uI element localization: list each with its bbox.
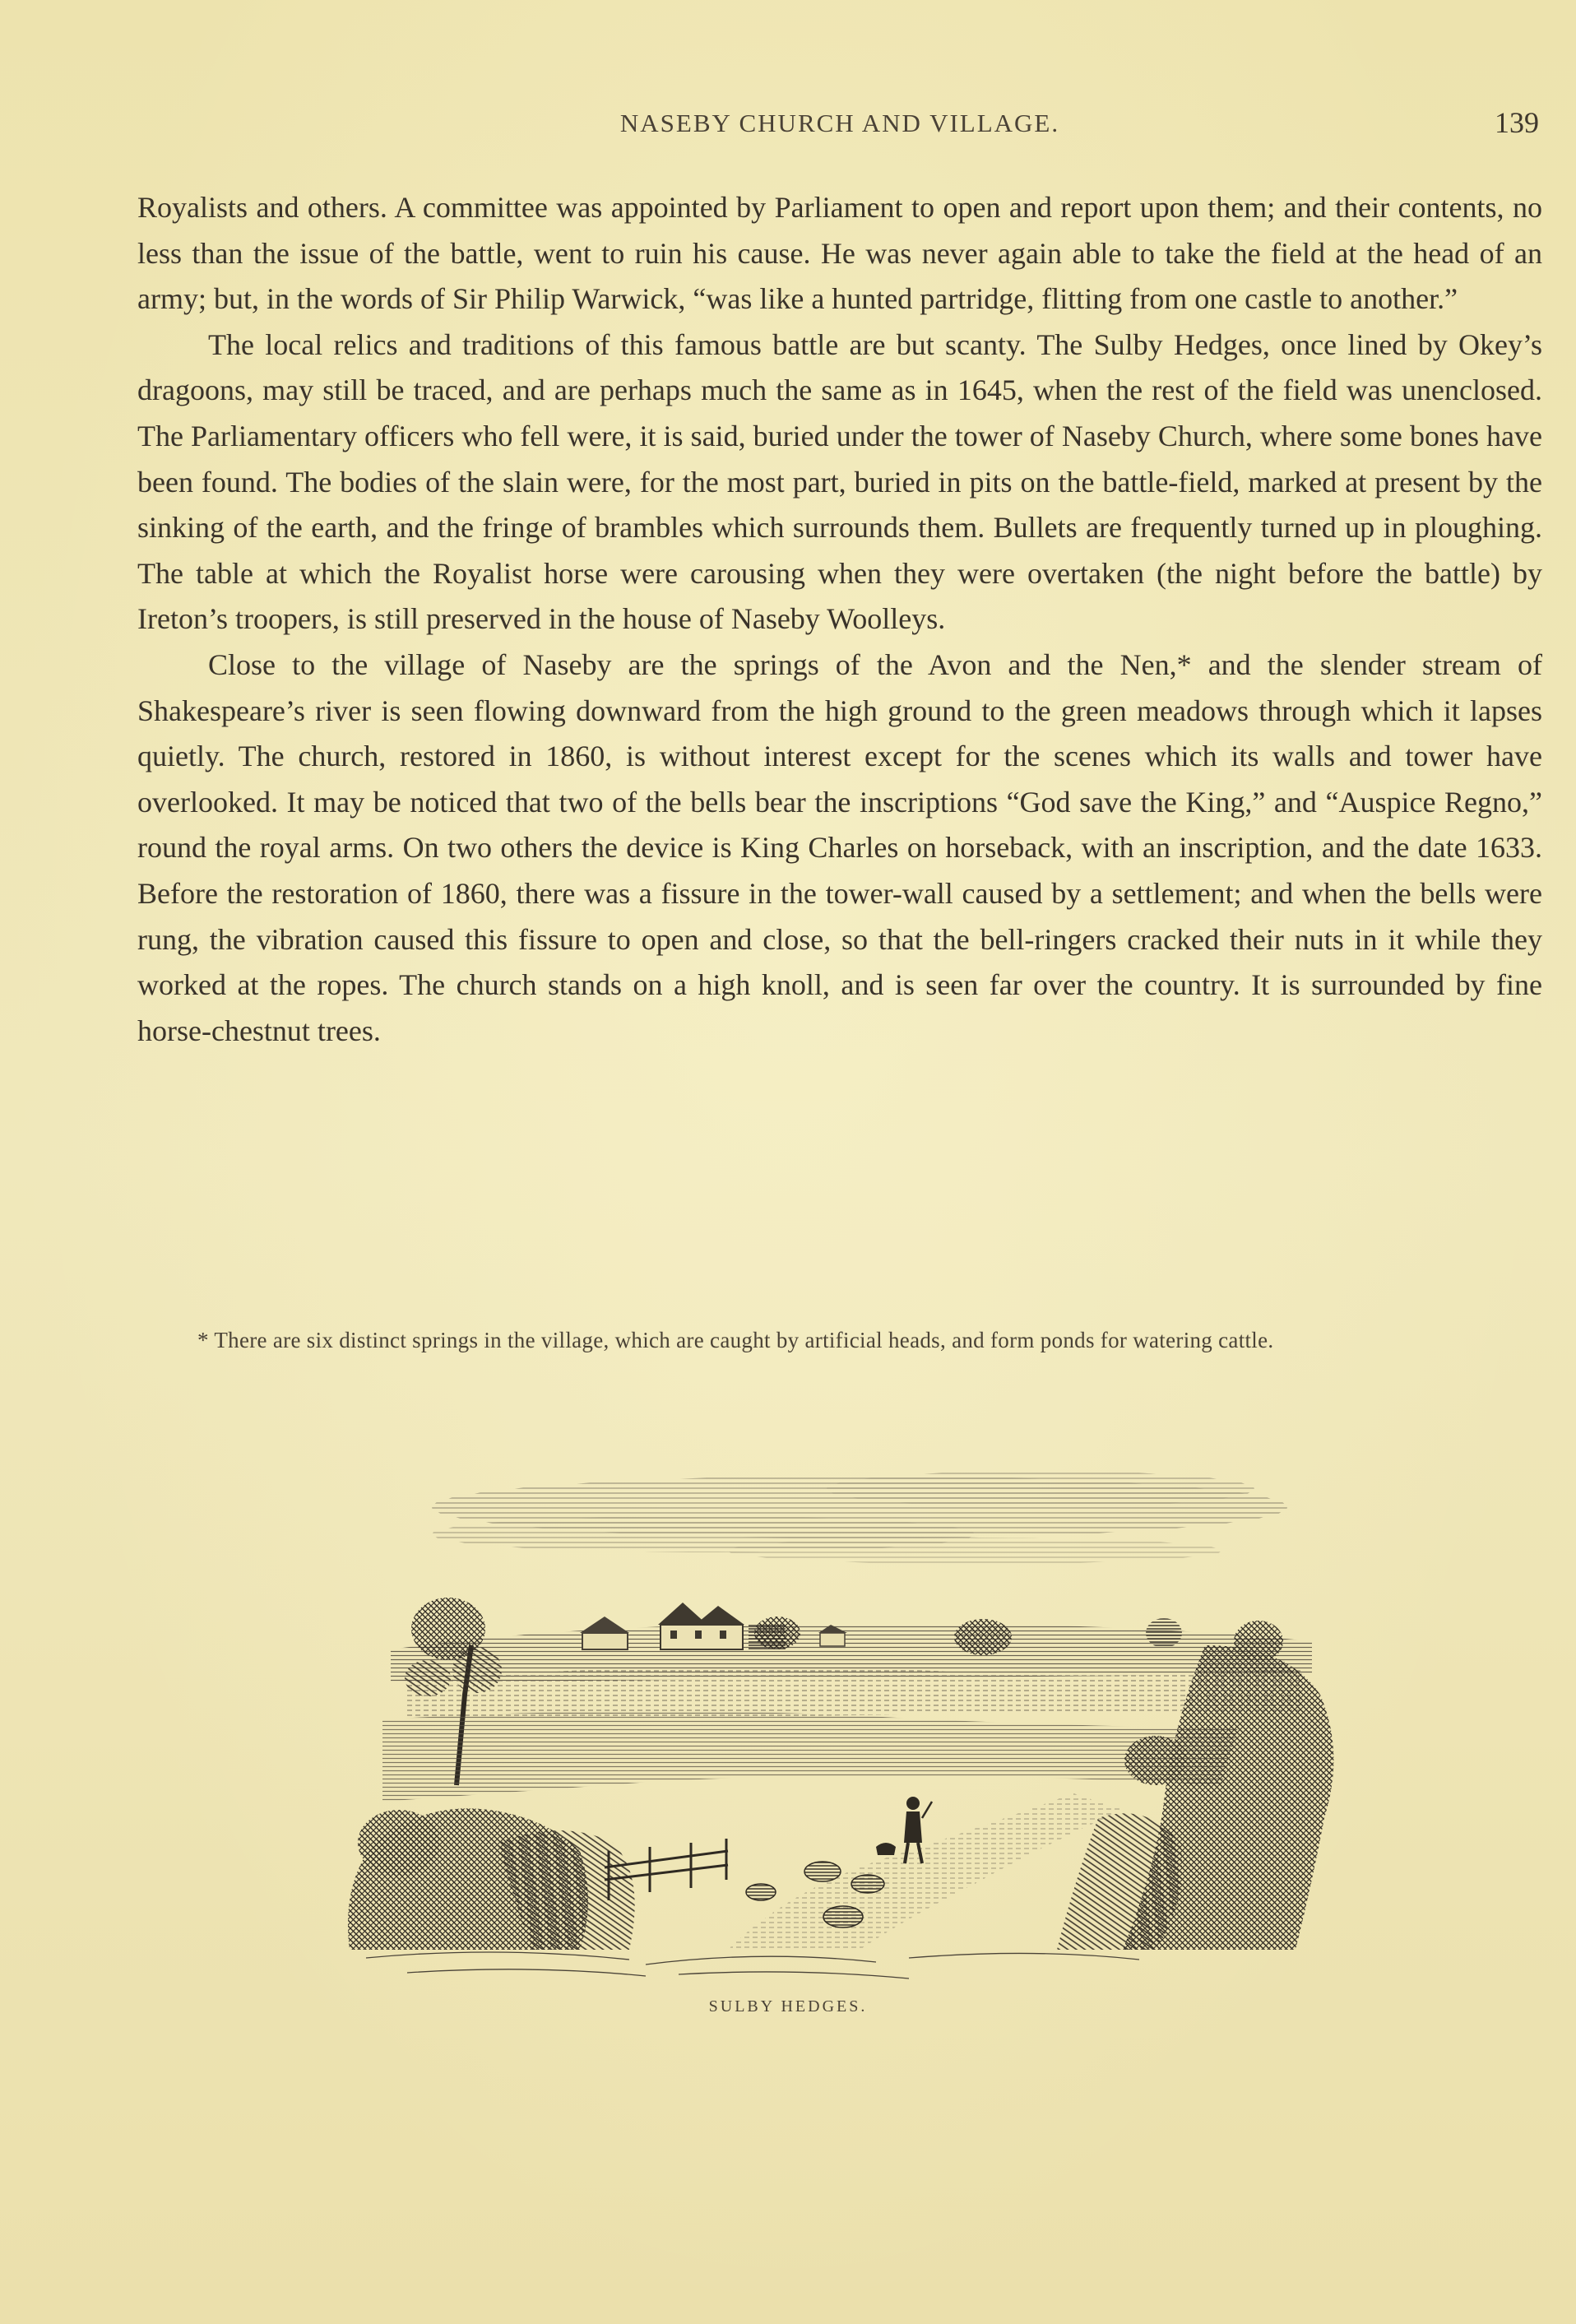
paragraph-3: Close to the village of Naseby are the springs of the Avon and the Nen,* and the slender stream of Shakespeare’s river is seen flowing downward from the high ground to the green meadows through which it lapses quietly. The church, restored in 1860, is without interest except for the scenes which its walls and tower have overlooked. It may be noticed that two of the bells bear the inscriptions “God save the King,” and “Auspice Regno,” round the royal arms. On two others the device is King Charles on horseback, with an inscription, and the date 1633. Before the restoration of 1860, there was a fissure in the tower-wall caused by a settlement; and when the bells were rung, the vibration caused this fissure to open and close, so that the bell-ringers cracked their nuts in it while they worked at the ropes. The church stands on a high knoll, and is seen far over the country. It is surrounded by fine horse-chestnut trees.	[137, 647, 1542, 1047]
running-title: NASEBY CHURCH AND VILLAGE.	[619, 109, 1060, 137]
figure-caption: SULBY HEDGES.	[708, 1997, 868, 2016]
footnote: * There are six distinct springs in the village, which are caught by artificial heads, and form ponds for watering cattle.	[197, 1328, 1274, 1352]
foreground-grass	[366, 1952, 1139, 1978]
paragraph-2: The local relics and traditions of this famous battle are but scanty. The Sulby Hedges, once lined by Okey’s dragoons, may still be traced, and are perhaps much the same as in 1645, when the rest of the field was unenclosed. The Parliamentary officers who fell were, it is said, buried under the tower of Naseby Church, where some bones have been found. The bodies of the slain were, for the most part, buried in pits on the battle-field, marked at present by the sinking of the earth, and the fringe of brambles which surrounds them. Bullets are frequently turned up in ploughing. The table at which the Royalist horse were carousing when they were overtaken (the night before the battle) by Ireton’s troopers, is still preserved in the house of Naseby Woolleys.	[137, 327, 1542, 636]
paragraph-1: Royalists and others. A committee was appointed by Parliament to open and report upon them; and their contents, no less than the issue of the battle, went to ruin his cause. He was never again able to take the field at the head of an army; but, in the words of Sir Philip Warwick, “was like a hunted partridge, flitting from one castle to another.”	[137, 191, 1542, 316]
left-hedge	[348, 1808, 635, 1950]
running-head	[136, 106, 1544, 150]
sky-hatching	[432, 1471, 1287, 1564]
body-text	[137, 185, 1542, 1054]
page-number: 139	[1495, 106, 1539, 139]
engraving-illustration	[333, 1456, 1365, 1987]
middle-field	[382, 1711, 1238, 1802]
